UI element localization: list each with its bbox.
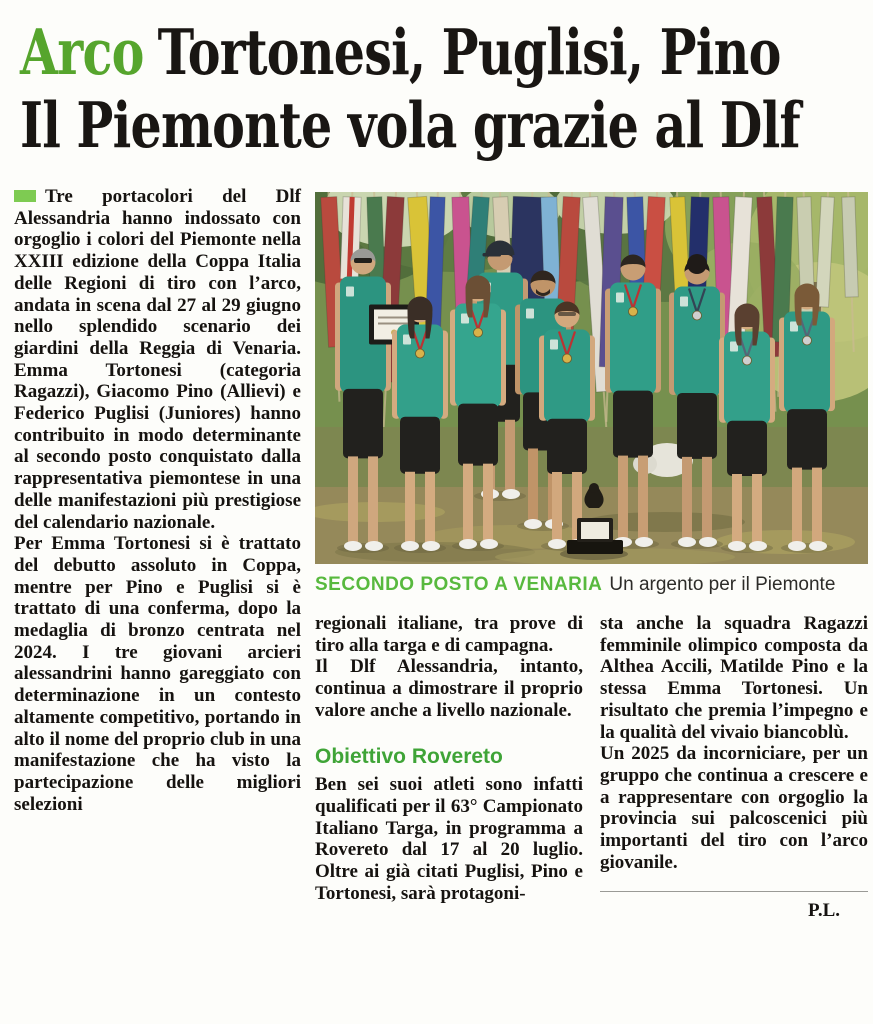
paragraph-text: Tre portacolori del Dlf Alessandria hanno indossato con orgoglio i colori del Piemonte nella XXIII edizione della Coppa Italia delle Regioni di tiro con l’arco, andata in scena dal 27 al 29 giugno nello splendido scenario dei giardini della Reggia di Venaria. Emma Tortonesi (categoria Ragazzi), Giacomo Pino (Allievi) e Federico Puglisi (Juniores) hanno contribuito in modo determinante al secondo posto conquistato dalla rappresentativa piemontese in una delle manifestazioni più prestigiose del calendario nazionale.	[14, 186, 301, 533]
column-middle	[315, 613, 583, 922]
byline-divider	[600, 891, 868, 892]
paragraph	[14, 186, 301, 533]
article-headline	[20, 16, 859, 162]
caption-text: Un argento per il Piemonte	[609, 574, 836, 595]
lower-columns	[315, 613, 868, 922]
headline-line1	[20, 15, 781, 89]
article-right-area	[315, 186, 868, 922]
photo-caption	[315, 573, 859, 597]
green-bullet-icon	[14, 190, 36, 202]
paragraph: Per Emma Tortonesi si è trattato del debutto assoluto in Coppa, mentre per Pino e Puglisi si è trattato di una conferma, dopo la medaglia di bronzo centrata nel 2024. I tre giovani arcieri alessandrini hanno gareggiato con determinazione in un contesto altamente competitivo, portando in alto il nome del proprio club in una manifestazione che ha visto la partecipazione delle migliori selezioni	[14, 533, 301, 815]
column-left	[14, 186, 301, 922]
headline-line1-text: Tortonesi, Puglisi, Pino	[157, 15, 781, 89]
team-photo-wrap	[315, 192, 859, 564]
paragraph: Un 2025 da incorniciare, per un gruppo che continua a crescere e a rappresentare con orgoglio la provincia sui palcoscenici più importanti del tiro con l’arco giovanile.	[600, 743, 868, 873]
section-kicker: Arco	[20, 15, 144, 89]
paragraph: sta anche la squadra Ragazzi femminile olimpico composta da Althea Accili, Matilde Pino e la stessa Emma Tortonesi. Un risultato che premia l’impegno e la qualità del vivaio biancoblù.	[600, 613, 868, 743]
paragraph: regionali italiane, tra prove di tiro alla targa e di campagna.	[315, 613, 583, 656]
paragraph: Il Dlf Alessandria, intanto, continua a dimostrare il proprio valore anche a livello nazionale.	[315, 656, 583, 721]
caption-kicker: SECONDO POSTO A VENARIA	[315, 574, 603, 595]
article-content	[14, 186, 868, 922]
headline-line2: Il Piemonte vola grazie al Dlf	[20, 88, 800, 162]
paragraph: Ben sei suoi atleti sono infatti qualificati per il 63° Campionato Italiano Targa, in programma a Rovereto dal 17 al 20 luglio. Oltre ai già citati Puglisi, Pino e Tortonesi, sarà protagoni-	[315, 774, 583, 904]
column-right	[600, 613, 868, 922]
team-photo	[315, 192, 868, 564]
author-initials: P.L.	[807, 900, 840, 922]
subhead-obiettivo-rovereto: Obiettivo Rovereto	[315, 744, 503, 768]
